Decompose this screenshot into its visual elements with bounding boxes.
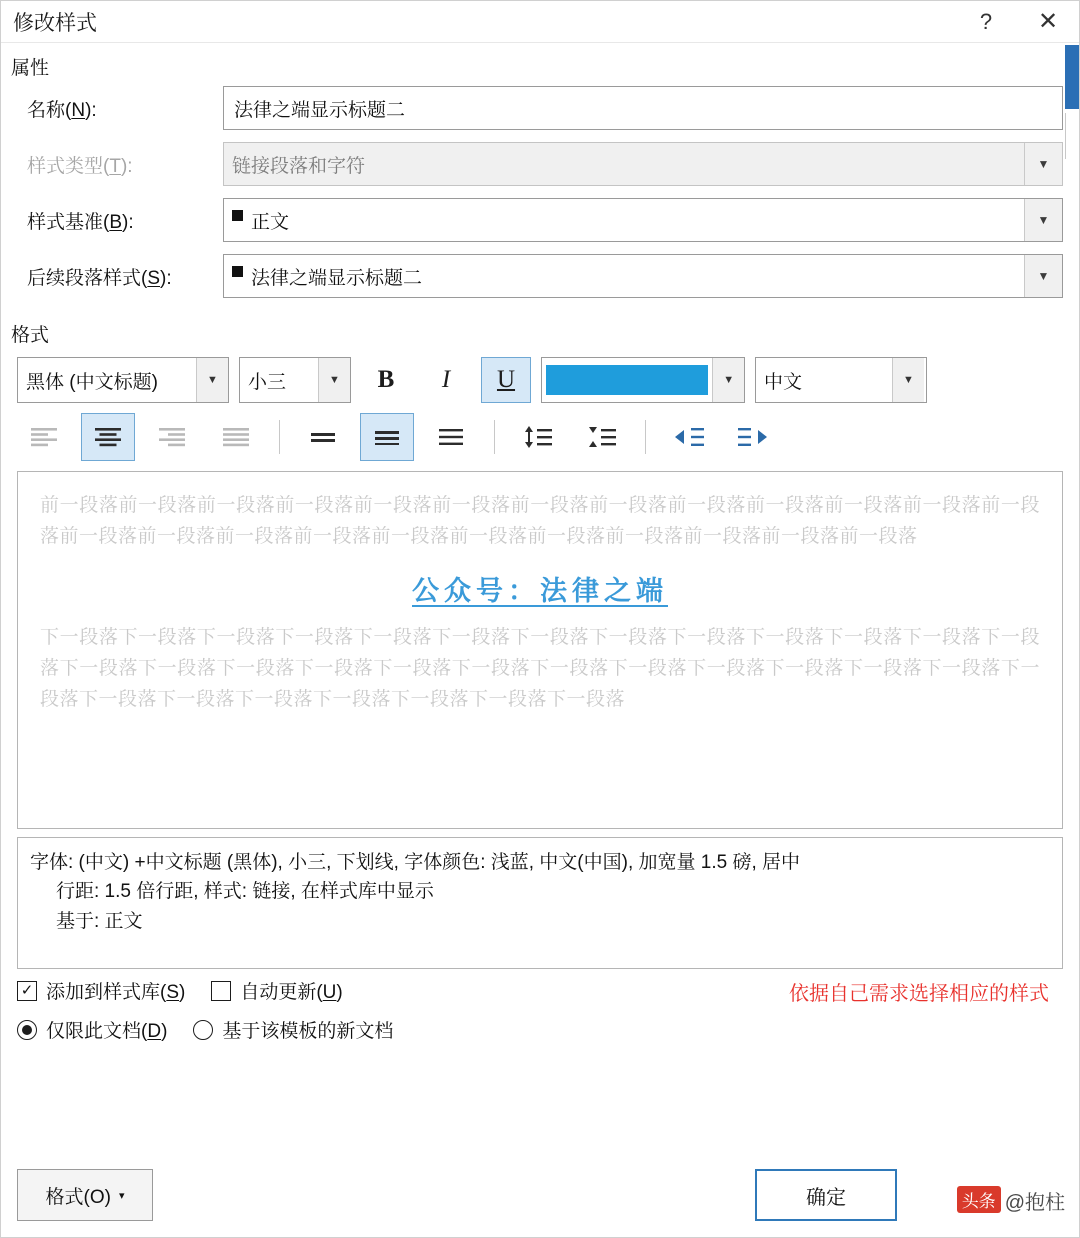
options-area [1, 969, 1079, 1043]
style-preview [17, 471, 1063, 829]
annotation-text: 依据自己需求选择相应的样式 [789, 983, 1049, 1005]
toolbar-divider [645, 420, 646, 454]
next-paragraph-style-combo[interactable] [223, 254, 1063, 298]
style-based-on-label: 样式基准(B): [27, 211, 134, 233]
dialog-title: 修改样式 [13, 11, 97, 35]
checkbox-icon [211, 981, 231, 1001]
watermark-text: @抱柱 [1004, 1192, 1065, 1214]
underline-button[interactable]: U [481, 357, 531, 403]
preview-before-text: 前一段落前一段落前一段落前一段落前一段落前一段落前一段落前一段落前一段落前一段落前一段落前一段落前一段落前一段落前一段落前一段落前一段落前一段落前一段落前一段落前一段落前一段落前一段落前一段落 [40, 495, 1040, 548]
style-type-combo [223, 142, 1063, 186]
name-input[interactable]: 法律之端显示标题二 [223, 86, 1063, 130]
description-line-2: 行距: 1.5 倍行距, 样式: 链接, 在样式库中显示 [56, 881, 434, 903]
auto-update-checkbox[interactable] [211, 977, 342, 1004]
align-right-icon[interactable] [145, 413, 199, 461]
properties-section-label: 属性 [11, 58, 50, 79]
font-size-combo[interactable] [239, 357, 351, 403]
watermark-logo: 头条 [957, 1186, 1001, 1213]
close-icon[interactable]: ✕ [1037, 8, 1059, 35]
new-documents-label: 基于该模板的新文档 [222, 1021, 394, 1042]
chevron-down-icon[interactable]: ▼ [1024, 255, 1062, 297]
name-field-label: 名称(N): [27, 99, 97, 121]
background-window-edge [1065, 45, 1079, 109]
chevron-down-icon[interactable]: ▼ [892, 358, 924, 402]
format-toolbar [1, 353, 1079, 461]
description-line-3: 基于: 正文 [56, 910, 143, 932]
style-based-on-row [17, 198, 1063, 242]
paragraph-mark-icon [232, 266, 243, 277]
preview-after-text: 下一段落下一段落下一段落下一段落下一段落下一段落下一段落下一段落下一段落下一段落下一段落下一段落下一段落下一段落下一段落下一段落下一段落下一段落下一段落下一段落下一段落下一段落下一段落下一段落下一段落下一段落下一段落下一段落下一段落下一段落下一段落下一段落下一段落 [40, 626, 1040, 711]
line-spacing-double-icon[interactable] [424, 413, 478, 461]
format-button-label: 格式(O) [45, 1186, 111, 1208]
name-field-row [17, 86, 1063, 130]
title-bar [1, 1, 1079, 43]
ok-button[interactable]: 确定 [755, 1169, 897, 1221]
decrease-indent-icon[interactable] [662, 413, 716, 461]
format-button[interactable] [17, 1169, 153, 1221]
font-name-combo[interactable] [17, 357, 229, 403]
decrease-paragraph-spacing-icon[interactable] [575, 413, 629, 461]
watermark [957, 1186, 1065, 1215]
radio-row [17, 1016, 1063, 1043]
font-color-combo[interactable] [541, 357, 745, 403]
line-spacing-single-icon[interactable] [296, 413, 350, 461]
style-based-on-combo[interactable] [223, 198, 1063, 242]
preview-sample-text: 公众号：法律之端 [412, 575, 668, 607]
italic-button[interactable]: I [441, 366, 451, 393]
bold-button[interactable]: B [377, 366, 395, 393]
properties-fields [1, 86, 1079, 298]
description-line-1: 字体: (中文) +中文标题 (黑体), 小三, 下划线, 字体颜色: 浅蓝, 中文(中国), 加宽量 1.5 磅, 居中 [30, 852, 801, 873]
style-type-row [17, 142, 1063, 186]
next-paragraph-style-label: 后续段落样式(S): [27, 267, 172, 289]
toolbar-divider [494, 420, 495, 454]
font-size-value: 小三 [248, 371, 287, 393]
style-based-on-value: 正文 [224, 207, 1024, 234]
add-to-gallery-label: 添加到样式库(S) [46, 982, 186, 1003]
increase-indent-icon[interactable] [726, 413, 780, 461]
chevron-down-icon[interactable]: ▼ [1024, 199, 1062, 241]
chevron-down-icon: ▾ [118, 1189, 125, 1202]
auto-update-label: 自动更新(U) [240, 982, 343, 1003]
add-to-gallery-checkbox[interactable] [17, 977, 185, 1004]
next-paragraph-style-row [17, 254, 1063, 298]
format-section-label: 格式 [11, 325, 50, 346]
new-documents-radio[interactable] [193, 1016, 393, 1043]
paragraph-mark-icon [232, 210, 243, 221]
radio-icon [17, 1020, 37, 1040]
radio-dot [22, 1025, 32, 1035]
align-left-icon[interactable] [17, 413, 71, 461]
chevron-down-icon[interactable]: ▼ [712, 358, 744, 402]
preview-sample [40, 569, 1040, 608]
help-button[interactable]: ? [979, 8, 993, 34]
align-center-icon[interactable] [81, 413, 135, 461]
line-spacing-1-5-icon[interactable] [360, 413, 414, 461]
style-type-value: 链接段落和字符 [232, 155, 366, 177]
radio-icon [193, 1020, 213, 1040]
increase-paragraph-spacing-icon[interactable] [511, 413, 565, 461]
checkbox-icon: ✓ [17, 981, 37, 1001]
align-justify-icon[interactable] [209, 413, 263, 461]
chevron-down-icon[interactable]: ▼ [318, 358, 350, 402]
this-document-only-label: 仅限此文档(D) [46, 1021, 168, 1042]
dialog-footer [1, 1153, 1079, 1237]
font-name-value: 黑体 (中文标题) [26, 371, 158, 393]
style-description [17, 837, 1063, 969]
font-color-swatch [546, 365, 708, 395]
this-document-only-radio[interactable] [17, 1016, 167, 1043]
chevron-down-icon[interactable]: ▼ [196, 358, 228, 402]
background-window-edge-2 [1065, 113, 1079, 159]
toolbar-divider [279, 420, 280, 454]
chevron-down-icon: ▼ [1024, 143, 1062, 185]
paragraph-row [17, 413, 1063, 461]
style-type-label: 样式类型(T): [27, 155, 133, 177]
language-value: 中文 [764, 371, 803, 393]
font-row [17, 357, 1063, 403]
next-paragraph-style-value: 法律之端显示标题二 [224, 263, 1024, 290]
language-combo[interactable] [755, 357, 927, 403]
